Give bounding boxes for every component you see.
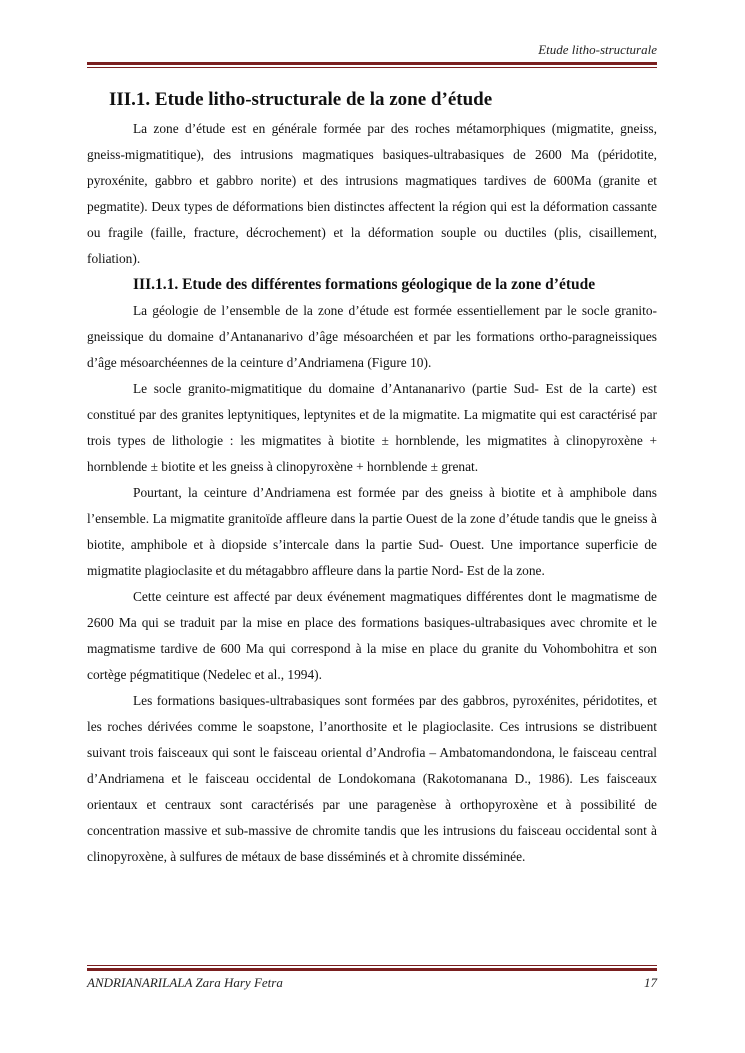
footer-rule (87, 965, 657, 971)
paragraph: Le socle granito-migmatitique du domaine d’Antananarivo (partie Sud- Est de la carte) est constitué par des granites leptynitiques, leptynites et de la migmatite. La migmatite qui est caractérisé par trois types de lithologie : les migmatites à biotite ± hornblende, les migmatites à clinopyroxène + hornblende ± biotite et les gneiss à clinopyroxène + hornblende ± grenat. (87, 381, 657, 474)
header-rule (87, 62, 657, 68)
running-header: Etude litho-structurale (538, 42, 657, 57)
section-intro-paragraph: La zone d’étude est en générale formée par des roches métamorphiques (migmatite, gneiss, gneiss-migmatitique), des intrusions magmatiques basiques-ultrabasiques de 2600 Ma (péridotite, pyroxénite, gabbro et gabbro norite) et des intrusions magmatiques tardives de 600Ma (granite et pegmatite). Deux types de déformations bien distinctes affectent la région qui est la déformation cassante ou fragile (faille, fracture, décrochement) et la déformation souple ou ductiles (plis, cisaillement, foliation). (87, 121, 657, 266)
paragraph: Les formations basiques-ultrabasiques sont formées par des gabbros, pyroxénites, péridotites, et les roches dérivées comme le soapstone, l’anorthosite et le plagioclasite. Ces intrusions se distribuent suivant trois faisceaux qui sont le faisceau oriental d’Androfia – Ambatomandondona, le faisceau central d’Andriamena et le faisceau occidental de Londokomana (Rakotomanana D., 1986). Les faisceaux orientaux et centraux sont caractérisés par une paragenèse à orthopyroxène et à possibilité de concentration massive et sub-massive de chromite tandis que les intrusions du faisceau occidental sont à clinopyroxène, à sulfures de métaux de base disséminés et à chromite disséminée. (87, 693, 657, 864)
section-title: III.1. Etude litho-structurale de la zone d’étude (109, 89, 493, 110)
footer-author: ANDRIANARILALA Zara Hary Fetra (87, 975, 283, 990)
subsection-title: III.1.1. Etude des différentes formations géologique de la zone d’étude (133, 276, 596, 293)
paragraph: Cette ceinture est affecté par deux événement magmatiques différentes dont le magmatisme de 2600 Ma qui se traduit par la mise en place des formations basiques-ultrabasiques avec chromite et le magmatisme tardive de 600 Ma qui correspond à la mise en place du granite du Vohombohitra et son cortège pégmatitique (Nedelec et al., 1994). (87, 589, 657, 682)
page-body (87, 86, 657, 870)
paragraph: La géologie de l’ensemble de la zone d’étude est formée essentiellement par le socle granito-gneissique du domaine d’Antananarivo d’âge mésoarchéen et par les formations ortho-paragneissiques d’âge mésoarchéennes de la ceinture d’Andriamena (Figure 10). (87, 303, 657, 370)
paragraph: Pourtant, la ceinture d’Andriamena est formée par des gneiss à biotite et à amphibole dans l’ensemble. La migmatite granitoïde affleure dans la partie Ouest de la zone d’étude tandis que le gneiss à biotite, amphibole et à diopside s’intercale dans la partie Sud- Ouest. Une importance superficie de migmatite plagioclasite et du métagabbro affleure dans la partie Nord- Est de la zone. (87, 485, 657, 578)
page-number: 17 (644, 975, 657, 990)
